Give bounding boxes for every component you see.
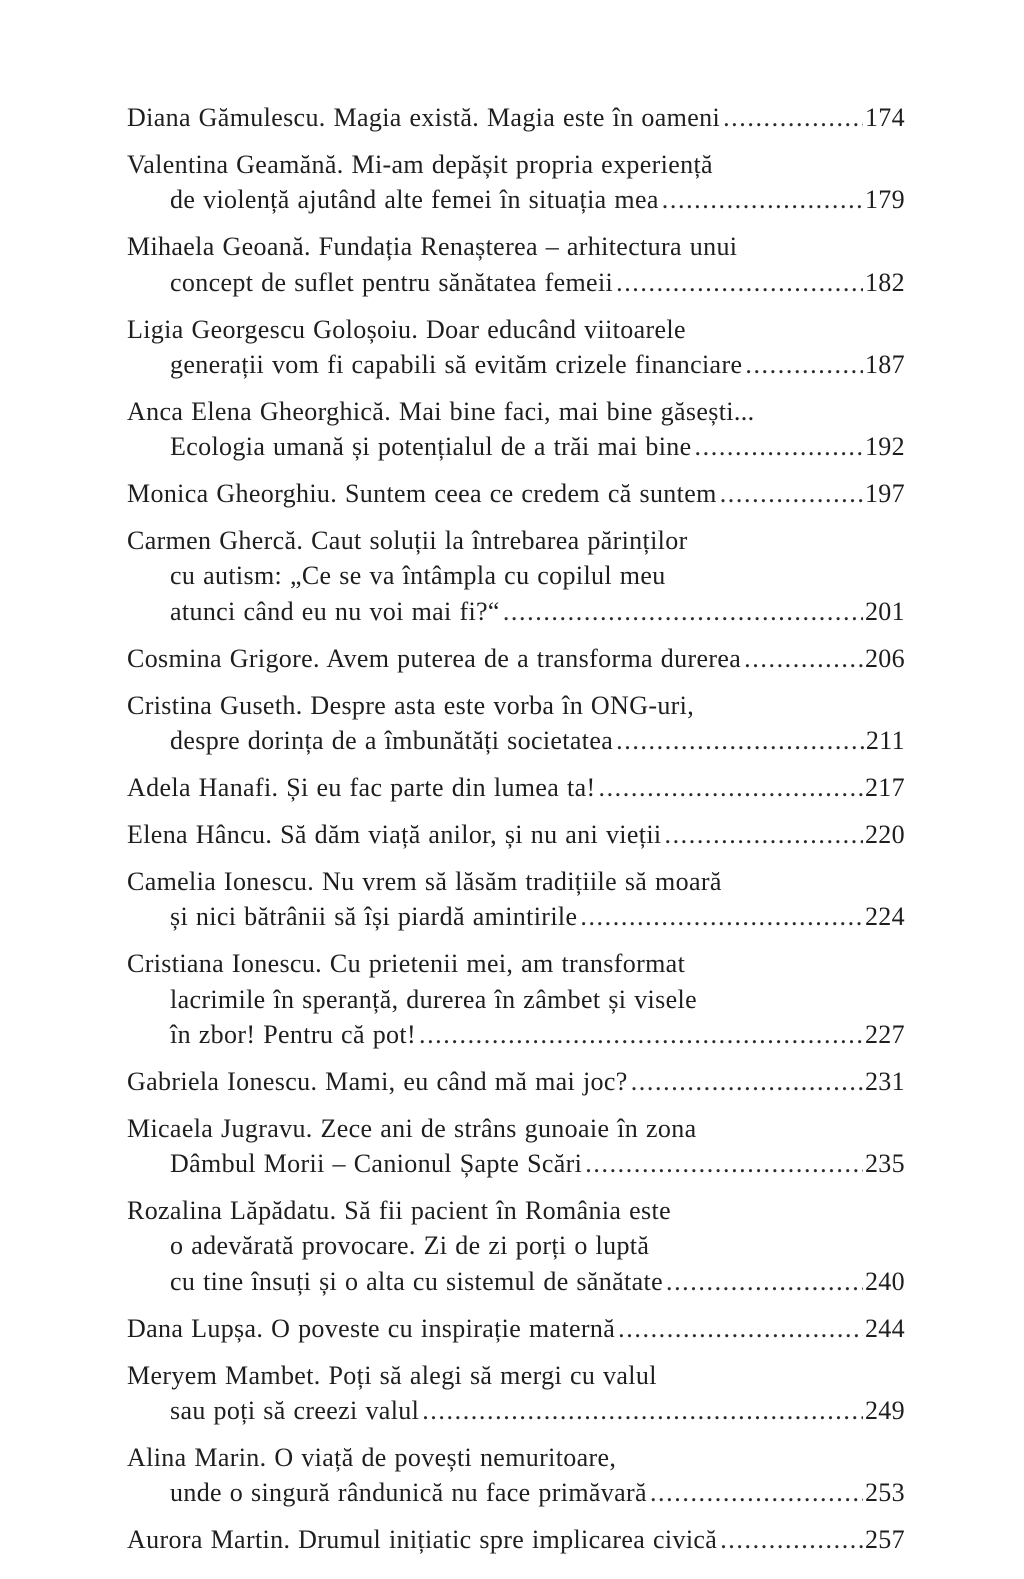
dot-leader bbox=[616, 723, 864, 758]
table-of-contents bbox=[127, 100, 905, 1569]
toc-entry-title-continued: despre dorința de a îmbunătăți societatea bbox=[170, 726, 614, 756]
dot-leader bbox=[720, 1522, 863, 1557]
toc-entry bbox=[127, 1358, 905, 1429]
toc-entry bbox=[127, 100, 905, 135]
dot-leader bbox=[745, 347, 863, 382]
toc-entry-line bbox=[127, 594, 905, 629]
toc-entry-page-number: 253 bbox=[864, 1478, 905, 1508]
toc-entry-line bbox=[127, 100, 905, 135]
toc-entry-page-number: 211 bbox=[865, 726, 905, 756]
dot-leader bbox=[720, 476, 863, 511]
toc-entry bbox=[127, 312, 905, 383]
toc-entry-page-number: 197 bbox=[864, 479, 905, 509]
toc-entry bbox=[127, 770, 905, 805]
dot-leader bbox=[662, 182, 863, 217]
toc-entry-title: Dana Lupșa. O poveste cu inspirație maternă bbox=[127, 1313, 616, 1343]
toc-entry-line bbox=[127, 1017, 905, 1052]
toc-entry bbox=[127, 1440, 905, 1511]
toc-entry bbox=[127, 817, 905, 852]
toc-entry-page-number: 182 bbox=[864, 267, 905, 297]
toc-entry-line bbox=[127, 1264, 905, 1299]
toc-entry-title-continued: atunci când eu nu voi mai fi?“ bbox=[170, 596, 500, 626]
toc-entry-line bbox=[127, 1193, 905, 1228]
toc-entry bbox=[127, 1064, 905, 1099]
toc-entry-title: Monica Gheorghiu. Suntem ceea ce credem că suntem bbox=[127, 479, 717, 509]
toc-entry-title: Cristina Guseth. Despre asta este vorba în ONG-uri, bbox=[127, 690, 695, 720]
toc-entry-line bbox=[127, 1146, 905, 1181]
dot-leader bbox=[666, 1264, 863, 1299]
toc-entry-page-number: 174 bbox=[864, 103, 905, 132]
toc-entry-line bbox=[127, 1228, 905, 1263]
toc-entry bbox=[127, 1193, 905, 1299]
toc-entry bbox=[127, 523, 905, 629]
dot-leader bbox=[744, 641, 863, 676]
toc-entry-line bbox=[127, 229, 905, 264]
toc-entry-page-number: 224 bbox=[864, 902, 905, 932]
toc-entry bbox=[127, 1111, 905, 1182]
toc-entry-title: Rozalina Lăpădatu. Să fii pacient în România este bbox=[127, 1196, 671, 1226]
toc-entry-title-continued: Dâmbul Morii – Canionul Șapte Scări bbox=[170, 1149, 583, 1179]
toc-entry-line bbox=[127, 265, 905, 300]
toc-entry-page-number: 249 bbox=[864, 1396, 905, 1426]
toc-entry-title: Meryem Mambet. Poți să alegi să mergi cu valul bbox=[127, 1360, 657, 1390]
toc-entry-title-continued: concept de suflet pentru sănătatea femeii bbox=[170, 267, 614, 297]
dot-leader bbox=[585, 1146, 863, 1181]
toc-entry-line bbox=[127, 347, 905, 382]
dot-leader bbox=[650, 1475, 863, 1510]
toc-entry-line bbox=[127, 899, 905, 934]
toc-entry-title-continued: în zbor! Pentru că pot! bbox=[170, 1019, 416, 1049]
toc-entry bbox=[127, 946, 905, 1052]
toc-entry-page-number: 201 bbox=[864, 596, 905, 626]
toc-entry-title: Micaela Jugravu. Zece ani de strâns gunoaie în zona bbox=[127, 1113, 697, 1143]
toc-entry-title-continued: lacrimile în speranță, durerea în zâmbet și visele bbox=[170, 984, 697, 1014]
toc-entry-title: Alina Marin. O viață de povești nemuritoare, bbox=[127, 1443, 617, 1472]
toc-entry-line bbox=[127, 147, 905, 182]
toc-entry-line bbox=[127, 312, 905, 347]
toc-entry-line bbox=[127, 394, 905, 429]
toc-entry-title: Valentina Geamănă. Mi-am depășit propria experiență bbox=[127, 149, 713, 179]
dot-leader bbox=[503, 594, 863, 629]
toc-entry-title: Anca Elena Gheorghică. Mai bine faci, mai bine găsești... bbox=[127, 396, 755, 426]
toc-entry-line bbox=[127, 1111, 905, 1146]
toc-entry-line bbox=[127, 1522, 905, 1557]
dot-leader bbox=[618, 1311, 863, 1346]
toc-entry-line bbox=[127, 723, 905, 758]
toc-entry-line bbox=[127, 523, 905, 558]
toc-entry-line bbox=[127, 1064, 905, 1099]
toc-entry-line bbox=[127, 982, 905, 1017]
toc-entry-title: Gabriela Ionescu. Mami, eu când mă mai joc? bbox=[127, 1066, 628, 1096]
dot-leader bbox=[580, 899, 863, 934]
toc-entry-title-continued: cu tine însuți și o alta cu sistemul de sănătate bbox=[170, 1266, 663, 1296]
toc-entry-line bbox=[127, 864, 905, 899]
toc-entry bbox=[127, 641, 905, 676]
toc-entry bbox=[127, 688, 905, 759]
toc-entry-title: Elena Hâncu. Să dăm viață anilor, și nu ani vieții bbox=[127, 819, 662, 849]
toc-entry-line bbox=[127, 182, 905, 217]
toc-entry-page-number: 235 bbox=[864, 1149, 905, 1179]
toc-entry-title-continued: generații vom fi capabili să evităm crizele financiare bbox=[170, 349, 743, 379]
dot-leader bbox=[616, 265, 863, 300]
toc-entry-title: Cristiana Ionescu. Cu prietenii mei, am transformat bbox=[127, 949, 686, 979]
toc-entry bbox=[127, 1311, 905, 1346]
toc-entry-title: Adela Hanafi. Și eu fac parte din lumea ta! bbox=[127, 773, 596, 802]
toc-entry bbox=[127, 229, 905, 300]
toc-entry-title: Mihaela Geoană. Fundația Renașterea – arhitectura unui bbox=[127, 232, 738, 262]
toc-entry-line bbox=[127, 946, 905, 981]
toc-entry-title-continued: o adevărată provocare. Zi de zi porți o luptă bbox=[170, 1231, 650, 1261]
toc-entry-page-number: 220 bbox=[864, 819, 905, 849]
dot-leader bbox=[664, 817, 862, 852]
toc-entry-title: Carmen Ghercă. Caut soluții la întrebarea părinților bbox=[127, 526, 688, 556]
toc-entry-title-continued: sau poți să creezi valul bbox=[170, 1396, 420, 1426]
toc-entry bbox=[127, 476, 905, 511]
toc-entry-line bbox=[127, 1311, 905, 1346]
toc-entry-title-continued: cu autism: „Ce se va întâmpla cu copilul meu bbox=[170, 561, 666, 591]
toc-entry-page-number: 217 bbox=[864, 773, 905, 802]
toc-entry-line bbox=[127, 476, 905, 511]
toc-entry-page-number: 231 bbox=[864, 1066, 905, 1096]
toc-entry bbox=[127, 394, 905, 465]
toc-entry bbox=[127, 147, 905, 218]
dot-leader bbox=[631, 1064, 863, 1099]
toc-entry-line bbox=[127, 1358, 905, 1393]
toc-entry-title-continued: unde o singură rândunică nu face primăvară bbox=[170, 1478, 647, 1508]
toc-entry-line bbox=[127, 770, 905, 805]
dot-leader bbox=[723, 100, 863, 135]
toc-entry-page-number: 192 bbox=[864, 432, 905, 462]
toc-entry bbox=[127, 864, 905, 935]
dot-leader bbox=[422, 1393, 863, 1428]
toc-entry-line bbox=[127, 1393, 905, 1428]
toc-entry-line bbox=[127, 1475, 905, 1510]
toc-entry-page-number: 240 bbox=[864, 1266, 905, 1296]
toc-entry-title: Ligia Georgescu Goloșoiu. Doar educând viitoarele bbox=[127, 314, 686, 344]
toc-entry-page-number: 257 bbox=[864, 1525, 905, 1555]
dot-leader bbox=[598, 770, 862, 805]
toc-entry-page-number: 244 bbox=[864, 1313, 905, 1343]
toc-entry-title-continued: Ecologia umană și potențialul de a trăi mai bine bbox=[170, 432, 692, 462]
toc-entry-title: Cosmina Grigore. Avem puterea de a transforma durerea bbox=[127, 643, 742, 673]
dot-leader bbox=[419, 1017, 863, 1052]
toc-entry-line bbox=[127, 429, 905, 464]
toc-entry-line bbox=[127, 1440, 905, 1475]
toc-entry-line bbox=[127, 641, 905, 676]
toc-entry-page-number: 206 bbox=[864, 643, 905, 673]
toc-entry-line bbox=[127, 688, 905, 723]
toc-entry-line bbox=[127, 558, 905, 593]
dot-leader bbox=[695, 429, 863, 464]
toc-entry-title: Camelia Ionescu. Nu vrem să lăsăm tradițiile să moară bbox=[127, 866, 722, 896]
toc-entry-page-number: 227 bbox=[864, 1019, 905, 1049]
toc-entry-line bbox=[127, 817, 905, 852]
toc-entry-title: Aurora Martin. Drumul inițiatic spre implicarea civică bbox=[127, 1525, 718, 1555]
toc-entry-page-number: 179 bbox=[864, 185, 905, 215]
toc-entry-page-number: 187 bbox=[864, 349, 905, 379]
toc-entry-title-continued: și nici bătrânii să își piardă amintirile bbox=[170, 902, 578, 932]
toc-entry-title: Diana Gămulescu. Magia există. Magia este în oameni bbox=[127, 103, 721, 132]
toc-entry-title-continued: de violență ajutând alte femei în situația mea bbox=[170, 185, 659, 215]
toc-entry bbox=[127, 1522, 905, 1557]
